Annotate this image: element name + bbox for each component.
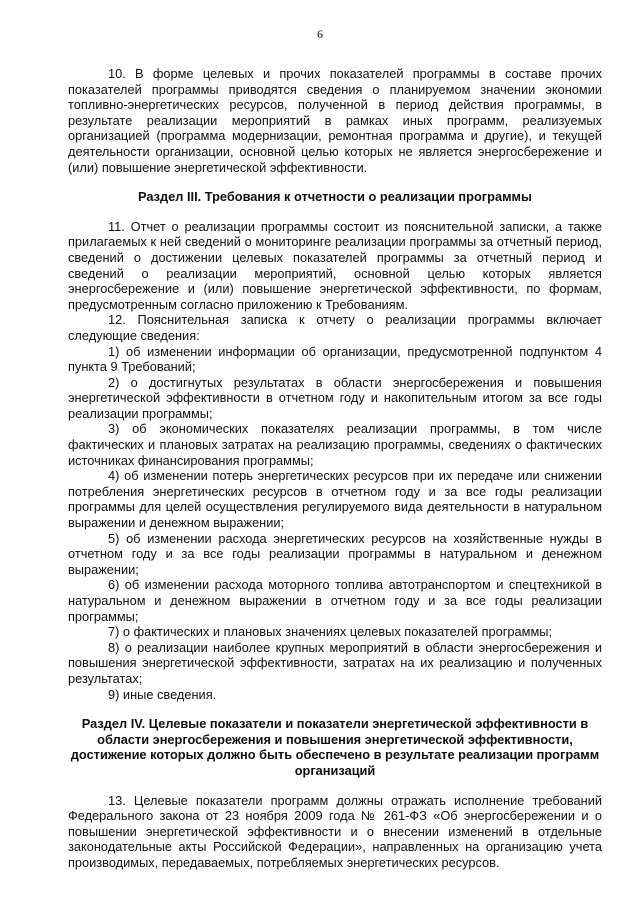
section-spacer bbox=[68, 175, 602, 189]
section-heading: Раздел IV. Целевые показатели и показатели энергетической эффективности в области энергосбережения и повышения энергетической эффективности, достижение которых должно быть обеспечено в результате реализации программ организаций bbox=[70, 716, 600, 778]
paragraph: 1) об изменении информации об организации, предусмотренной подпунктом 4 пункта 9 Требований; bbox=[68, 343, 602, 375]
paragraph: 10. В форме целевых и прочих показателей программы в составе прочих показателей программы приводятся сведения о планируемом значении экономии топливно-энергетических ресурсов, полученной в период действия программы, в результате реализации мероприятий в рамках иных программ, реализуемых организацией (программа модернизации, ремонтная программа и другие), и текущей деятельности организации, основной целью которых не является энергосбережение и (или) повышение энергетической эффективности. bbox=[68, 66, 602, 175]
section-spacer bbox=[68, 779, 602, 793]
paragraph: 5) об изменении расхода энергетических ресурсов на хозяйственные нужды в отчетном году и за все годы реализации программы в натуральном и денежном выражении; bbox=[68, 530, 602, 577]
section-spacer bbox=[68, 205, 602, 219]
document-body bbox=[68, 66, 602, 871]
paragraph: 3) об экономических показателях реализации программы, в том числе фактических и плановых затратах на реализацию программы, сведениях о фактических источниках финансирования программы; bbox=[68, 421, 602, 468]
paragraph: 2) о достигнутых результатах в области энергосбережения и повышения энергетической эффективности в отчетном году и накопительным итогом за все годы реализации программы; bbox=[68, 374, 602, 421]
paragraph: 7) о фактических и плановых значениях целевых показателей программы; bbox=[108, 624, 553, 640]
paragraph: 6) об изменении расхода моторного топлива автотранспортом и спецтехникой в натуральном и денежном выражении в отчетном году и за все годы реализации программы; bbox=[68, 577, 602, 624]
paragraph: 11. Отчет о реализации программы состоит из пояснительной записки, а также прилагаемых к ней сведений о мониторинге реализации программы за отчетный период, сведений о достижении целевых показателей программы за отчетный период и сведений о реализации мероприятий, основной целью которых является энергосбережение и (или) повышение энергетической эффективности, по формам, предусмотренным согласно приложению к Требованиям. bbox=[68, 218, 602, 312]
page-number: 6 bbox=[317, 27, 323, 41]
paragraph: 12. Пояснительная записка к отчету о реализации программы включает следующие сведения: bbox=[68, 312, 602, 343]
paragraph: 8) о реализации наиболее крупных мероприятий в области энергосбережения и повышения энергетической эффективности, затратах на их реализацию и полученных результатах; bbox=[68, 639, 602, 686]
paragraph: 4) об изменении потерь энергетических ресурсов при их передаче или снижении потребления энергетических ресурсов в отчетном году и за все годы реализации программы для целей осуществления регулируемого вида деятельности в натуральном выражении и денежном выражении; bbox=[68, 468, 602, 531]
section-spacer bbox=[68, 702, 602, 716]
section-heading: Раздел III. Требования к отчетности о реализации программы bbox=[138, 189, 532, 205]
paragraph: 13. Целевые показатели программ должны отражать исполнение требований Федерального закона от 23 ноября 2009 года № 261-ФЗ «Об энергосбережении и о повышении энергетической эффективности и о внесении изменений в отдельные законодательные акты Российской Федерации», направленных на организацию учета производимых, передаваемых, потребляемых энергетических ресурсов. bbox=[68, 792, 602, 870]
paragraph: 9) иные сведения. bbox=[108, 686, 217, 702]
